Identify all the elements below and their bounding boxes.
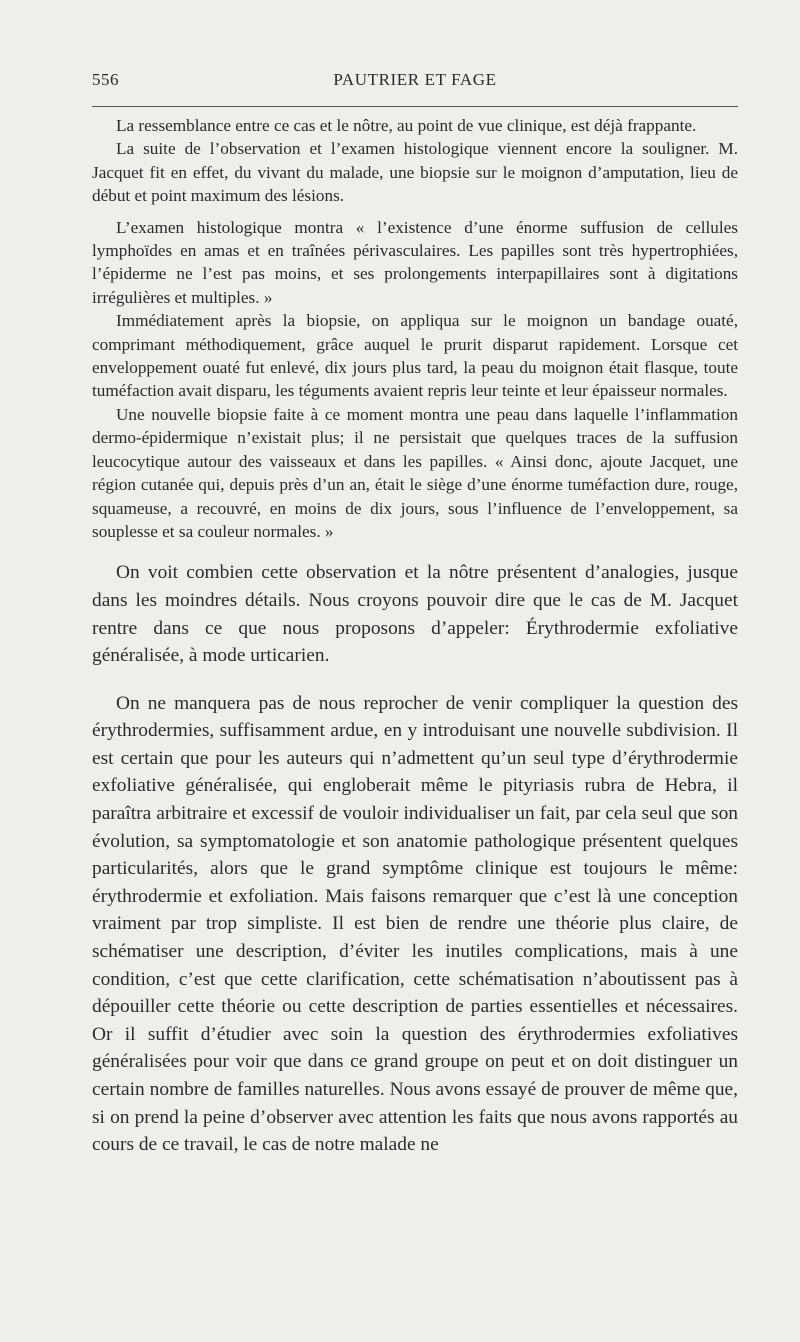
running-head: PAUTRIER ET FAGE [333, 70, 497, 89]
page-number: 556 [92, 70, 119, 89]
paragraph: On ne manquera pas de nous reprocher de venir compliquer la question des érythrodermies, suffisamment ardue, en y introduisant une nouvelle subdivision. Il est certain que pour les auteurs qui n’admettent qu’un seul type d’érythrodermie exfoliative généralisée, qui engloberait même le pityriasis rubra de Hebra, il paraîtra arbitraire et excessif de vouloir individualiser un fait, par cela seul que son évolution, sa symptomatologie et son anatomie pathologique présentent quelques particularités, alors que le grand symptôme clinique est toujours le même: érythrodermie et exfoliation. Mais faisons remarquer que c’est là une conception vraiment par trop simpliste. Il est bien de rendre une théorie plus claire, de schématiser une description, d’éviter les inutiles complications, mais à une condition, c’est que cette clarification, cette schématisation n’aboutissent pas à dépouiller cette théorie ou cette description de parties essentielles et nécessaires. Or il suffit d’étudier avec soin la question des érythrodermies exfoliatives généralisées pour voir que dans ce grand groupe on peut et on doit distinguer un certain nombre de familles naturelles. Nous avons essayé de prouver de même que, si on prend la peine d’observer avec attention les faits que nous avons rapportés au cours de ce travail, le cas de notre malade ne [92, 692, 738, 1156]
header-rule [92, 106, 738, 107]
paragraph: Une nouvelle biopsie faite à ce moment montra une peau dans laquelle l’inflammation dermo-épidermique n’existait plus; il ne persistait que quelques traces de la suffusion leucocytique autour des vaisseaux et dans les papilles. « Ainsi donc, ajoute Jacquet, une région cutanée qui, depuis près d’un an, était le siège d’une énorme tuméfaction dure, rouge, squameuse, a recouvré, en moins de dix jours, sous l’influence de l’enveloppement, sa souplesse et sa couleur normales. » [92, 404, 738, 541]
paragraph: L’examen histologique montra « l’existence d’une énorme suffusion de cellules lymphoïdes en amas et en traînées périvasculaires. Les papilles sont très hypertrophiées, l’épiderme ne l’est pas moins, et ses prolongements interpapillaires sont à digitations irrégulières et multiples. » [92, 217, 738, 307]
body-text [92, 114, 738, 1159]
paragraph: Immédiatement après la biopsie, on appliqua sur le moignon un bandage ouaté, comprimant méthodiquement, grâce auquel le prurit disparut rapidement. Lorsque cet enveloppement ouaté fut enlevé, dix jours plus tard, la peau du moignon était flasque, toute tuméfaction avait disparu, les téguments avaient repris leur teinte et leur épaisseur normales. [92, 311, 738, 401]
paragraph: On voit combien cette observation et la nôtre présentent d’analogies, jusque dans les moindres détails. Nous croyons pouvoir dire que le cas de M. Jacquet rentre dans ce que nous proposons d’appeler: Érythrodermie exfoliative généralisée, à mode urticarien. [92, 562, 738, 667]
paragraph: La ressemblance entre ce cas et le nôtre, au point de vue clinique, est déjà frappante. [116, 116, 697, 135]
page-header [92, 70, 738, 96]
paragraph: La suite de l’observation et l’examen histologique viennent encore la souligner. M. Jacquet fit en effet, du vivant du malade, une biopsie sur le moignon d’amputation, lieu de début et point maximum des lésions. [92, 139, 738, 206]
